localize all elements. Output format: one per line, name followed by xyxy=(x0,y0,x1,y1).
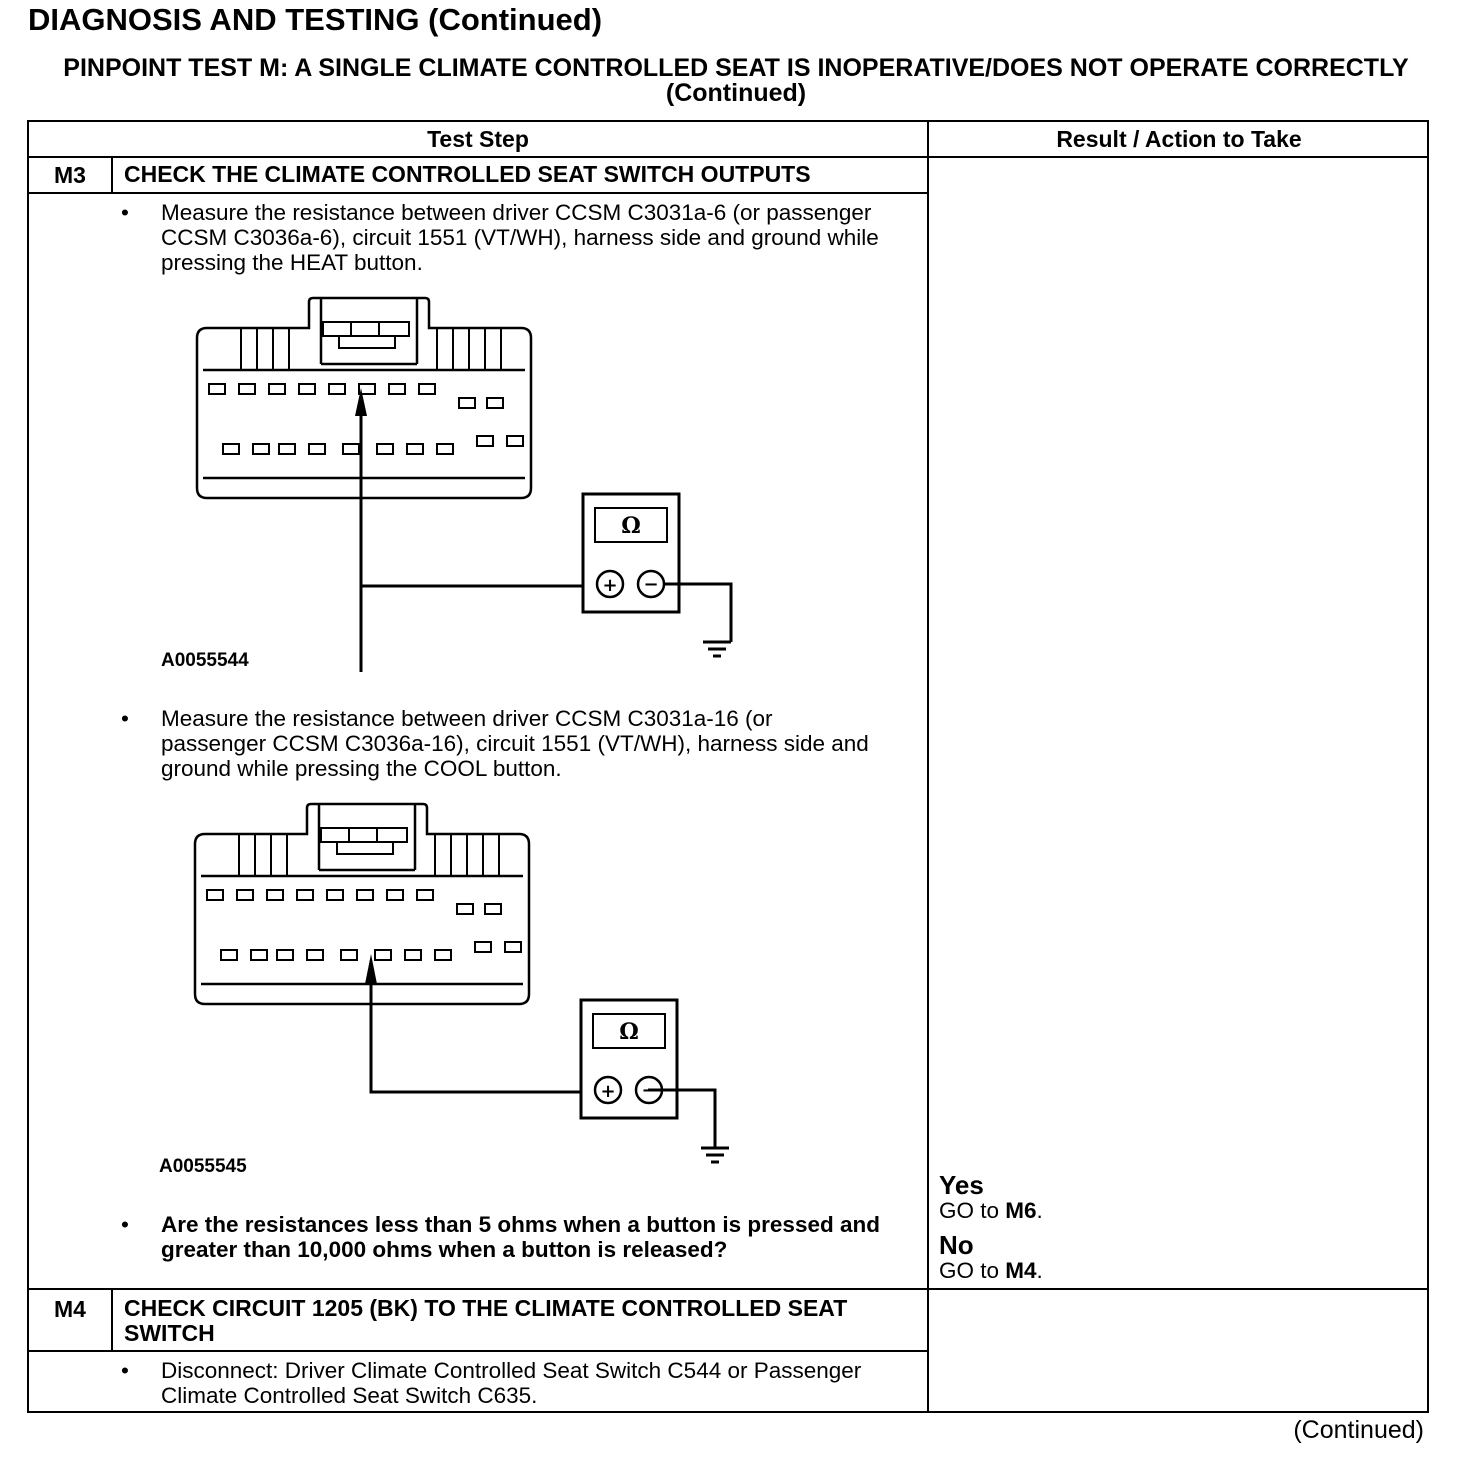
m3-bullet-1-text: Measure the resistance between driver CCSM C3031a-6 (or passenger CCSM C3036a-6), circuit 1551 (VT/WH), harness side and ground while pressing the HEAT button. xyxy=(161,200,879,275)
m3-bullet-2-text: Measure the resistance between driver CCSM C3031a-16 (or passenger CCSM C3036a-16), circuit 1551 (VT/WH), harness side and ground while pressing the COOL button. xyxy=(161,706,869,781)
column-divider xyxy=(927,122,929,1413)
result-no-target[interactable]: M4 xyxy=(1005,1258,1037,1283)
step-title-m3: CHECK THE CLIMATE CONTROLLED SEAT SWITCH OUTPUTS xyxy=(124,161,811,187)
figure-label-2: A0055545 xyxy=(159,1156,247,1177)
connector-diagram-cool xyxy=(177,798,737,1178)
bullet-dot: • xyxy=(121,1212,129,1237)
ohm-symbol: Ω xyxy=(621,513,641,539)
column-header-test-step: Test Step xyxy=(427,126,529,152)
m3-title-divider xyxy=(29,192,927,194)
step-title-m4: CHECK CIRCUIT 1205 (BK) TO THE CLIMATE CONTROLLED SEAT SWITCH xyxy=(124,1295,848,1346)
page-title: DIAGNOSIS AND TESTING (Continued) xyxy=(28,2,603,37)
plus-terminal: + xyxy=(600,1081,616,1102)
m4-id-divider xyxy=(111,1290,113,1350)
m3-question-text: Are the resistances less than 5 ohms when a button is pressed and greater than 10,000 ohms when a button is released? xyxy=(161,1212,880,1262)
m3-id-divider xyxy=(111,158,113,194)
result-yes-label: Yes xyxy=(939,1170,984,1200)
test-table xyxy=(27,120,1429,1413)
step-id-m4: M4 xyxy=(54,1296,86,1322)
bullet-dot: • xyxy=(121,706,129,731)
bullet-dot: • xyxy=(121,200,129,225)
pinpoint-test-subtitle: PINPOINT TEST M: A SINGLE CLIMATE CONTROLLED SEAT IS INOPERATIVE/DOES NOT OPERATE CORRECTLY (Continued) xyxy=(63,54,1409,107)
column-header-result: Result / Action to Take xyxy=(1056,126,1302,152)
result-yes-target[interactable]: M6 xyxy=(1005,1198,1037,1223)
plus-terminal: + xyxy=(602,575,618,596)
continued-footer: (Continued) xyxy=(1293,1416,1424,1444)
ohm-symbol: Ω xyxy=(619,1019,639,1045)
step-id-m3: M3 xyxy=(54,162,86,188)
m4-bullet-1-text: Disconnect: Driver Climate Controlled Seat Switch C544 or Passenger Climate Controlled Seat Switch C635. xyxy=(161,1358,862,1408)
result-no-action: GO to M4. xyxy=(939,1258,1043,1283)
step-row-divider xyxy=(29,1288,1429,1290)
bullet-dot: • xyxy=(121,1358,129,1383)
m4-title-divider xyxy=(29,1350,927,1352)
result-yes-action: GO to M6. xyxy=(939,1198,1043,1223)
header-row-divider xyxy=(29,156,1429,158)
ohmmeter-heat xyxy=(179,292,739,672)
minus-terminal: − xyxy=(643,574,659,595)
minus-terminal: − xyxy=(641,1080,657,1101)
result-no-label: No xyxy=(939,1230,974,1260)
figure-label-1: A0055544 xyxy=(161,650,249,671)
